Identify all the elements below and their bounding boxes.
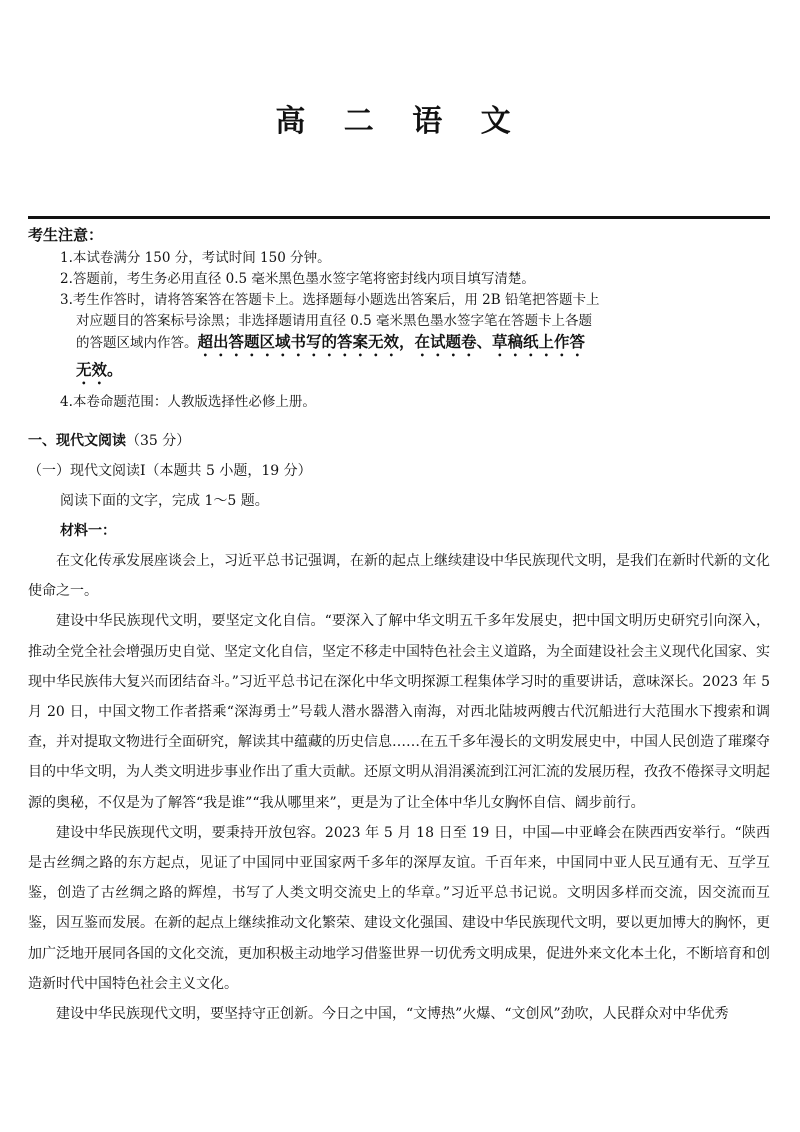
sub-section-heading: （一）现代文阅读Ⅰ（本题共 5 小题，19 分） [28,463,312,479]
notice-item-3-line-1: 3.考生作答时，请将答案答在答题卡上。选择题每小题选出答案后，用 2B 铅笔把答题卡上 [60,292,600,308]
notice-item-3-line-2: 对应题目的答案标号涂黑；非选择题请用直径 0.5 毫米黑色墨水签字笔在答题卡上各题 [76,313,593,329]
page-title: 高 二 语 文 [275,104,525,139]
notice-item-3-emphasis-end: 无效。 [76,361,123,379]
reading-instruction: 阅读下面的文字，完成 1～5 题。 [60,493,269,509]
section-heading-title: 一、现代文阅读 [28,433,126,449]
header-divider [28,216,770,219]
notice-item-3-line-4 [60,360,650,388]
notice-item-3 [60,290,650,388]
notice-item-3-emphasis: 超出答题区域书写的答案无效，在试题卷、草稿纸上作答 [197,333,586,351]
notice-list [60,248,650,413]
notice-item-1: 1.本试卷满分 150 分，考试时间 150 分钟。 [60,250,331,266]
passage-body [28,546,770,1029]
notice-item-3-line-3 [60,332,650,360]
notice-item-3-plain: 的答题区域内作答。 [76,335,198,351]
section-heading-score: （35 分） [126,433,191,449]
passage-paragraph-4: 建设中华民族现代文明，要坚持守正创新。今日之中国，“文博热”火爆、“文创风”劲吹，人民群众对中华优秀 [56,1006,729,1023]
passage-paragraph-1: 在文化传承发展座谈会上，习近平总书记强调，在新的起点上继续建设中华民族现代文明，是我们在新时代新的文化使命之一。 [28,553,770,600]
passage-paragraph-2: 建设中华民族现代文明，要坚定文化自信。“要深入了解中华文明五千多年发展史，把中国文明历史研究引向深入，推动全党全社会增强历史自觉、坚定文化自信，坚定不移走中国特色社会主义道路，为全面建设社会主义现代化国家、实现中华民族伟大复兴而团结奋斗。”习近平总书记在深化中华文明探源工程集体学习时的重要讲话，意味深长。2023 年 5 月 20 日，中国文物工作者搭乘“深海勇士”号载人潜水器潜入南海，对西北陆坡两艘古代沉船进行大范围水下搜索和调查，并对提取文物进行全面研究，解读其中蕴藏的历史信息……在五千多年漫长的文明发展史中，中国人民创造了璀璨夺目的中华文明，为人类文明进步事业作出了重大贡献。还原文明从涓涓溪流到江河汇流的发展历程，孜孜不倦探寻文明起源的奥秘，不仅是为了解答“我是谁”“我从哪里来”，更是为了让全体中华儿女胸怀自信、阔步前行。 [28,613,770,811]
material-label: 材料一： [60,523,116,539]
notice-heading: 考生注意： [28,226,104,244]
passage-paragraph-3: 建设中华民族现代文明，要秉持开放包容。2023 年 5 月 18 日至 19 日，中国—中亚峰会在陕西西安举行。“陕西是古丝绸之路的东方起点，见证了中国同中亚国家两千多年的深厚友谊。千百年来，中国同中亚人民互通有无、互学互鉴，创造了古丝绸之路的辉煌，书写了人类文明交流史上的华章。”习近平总书记说。文明因多样而交流，因交流而互鉴，因互鉴而发展。在新的起点上继续推动文化繁荣、建设文化强国、建设中华民族现代文明，要以更加博大的胸怀，更加广泛地开展同各国的文化交流，更加积极主动地学习借鉴世界一切优秀文明成果，促进外来文化本土化，不断培育和创造新时代中国特色社会主义文化。 [28,824,770,992]
notice-item-2: 2.答题前，考生务必用直径 0.5 毫米黑色墨水签字笔将密封线内项目填写清楚。 [60,271,535,287]
section-heading [28,430,190,450]
notice-item-4: 4.本卷命题范围：人教版选择性必修上册。 [60,394,316,410]
